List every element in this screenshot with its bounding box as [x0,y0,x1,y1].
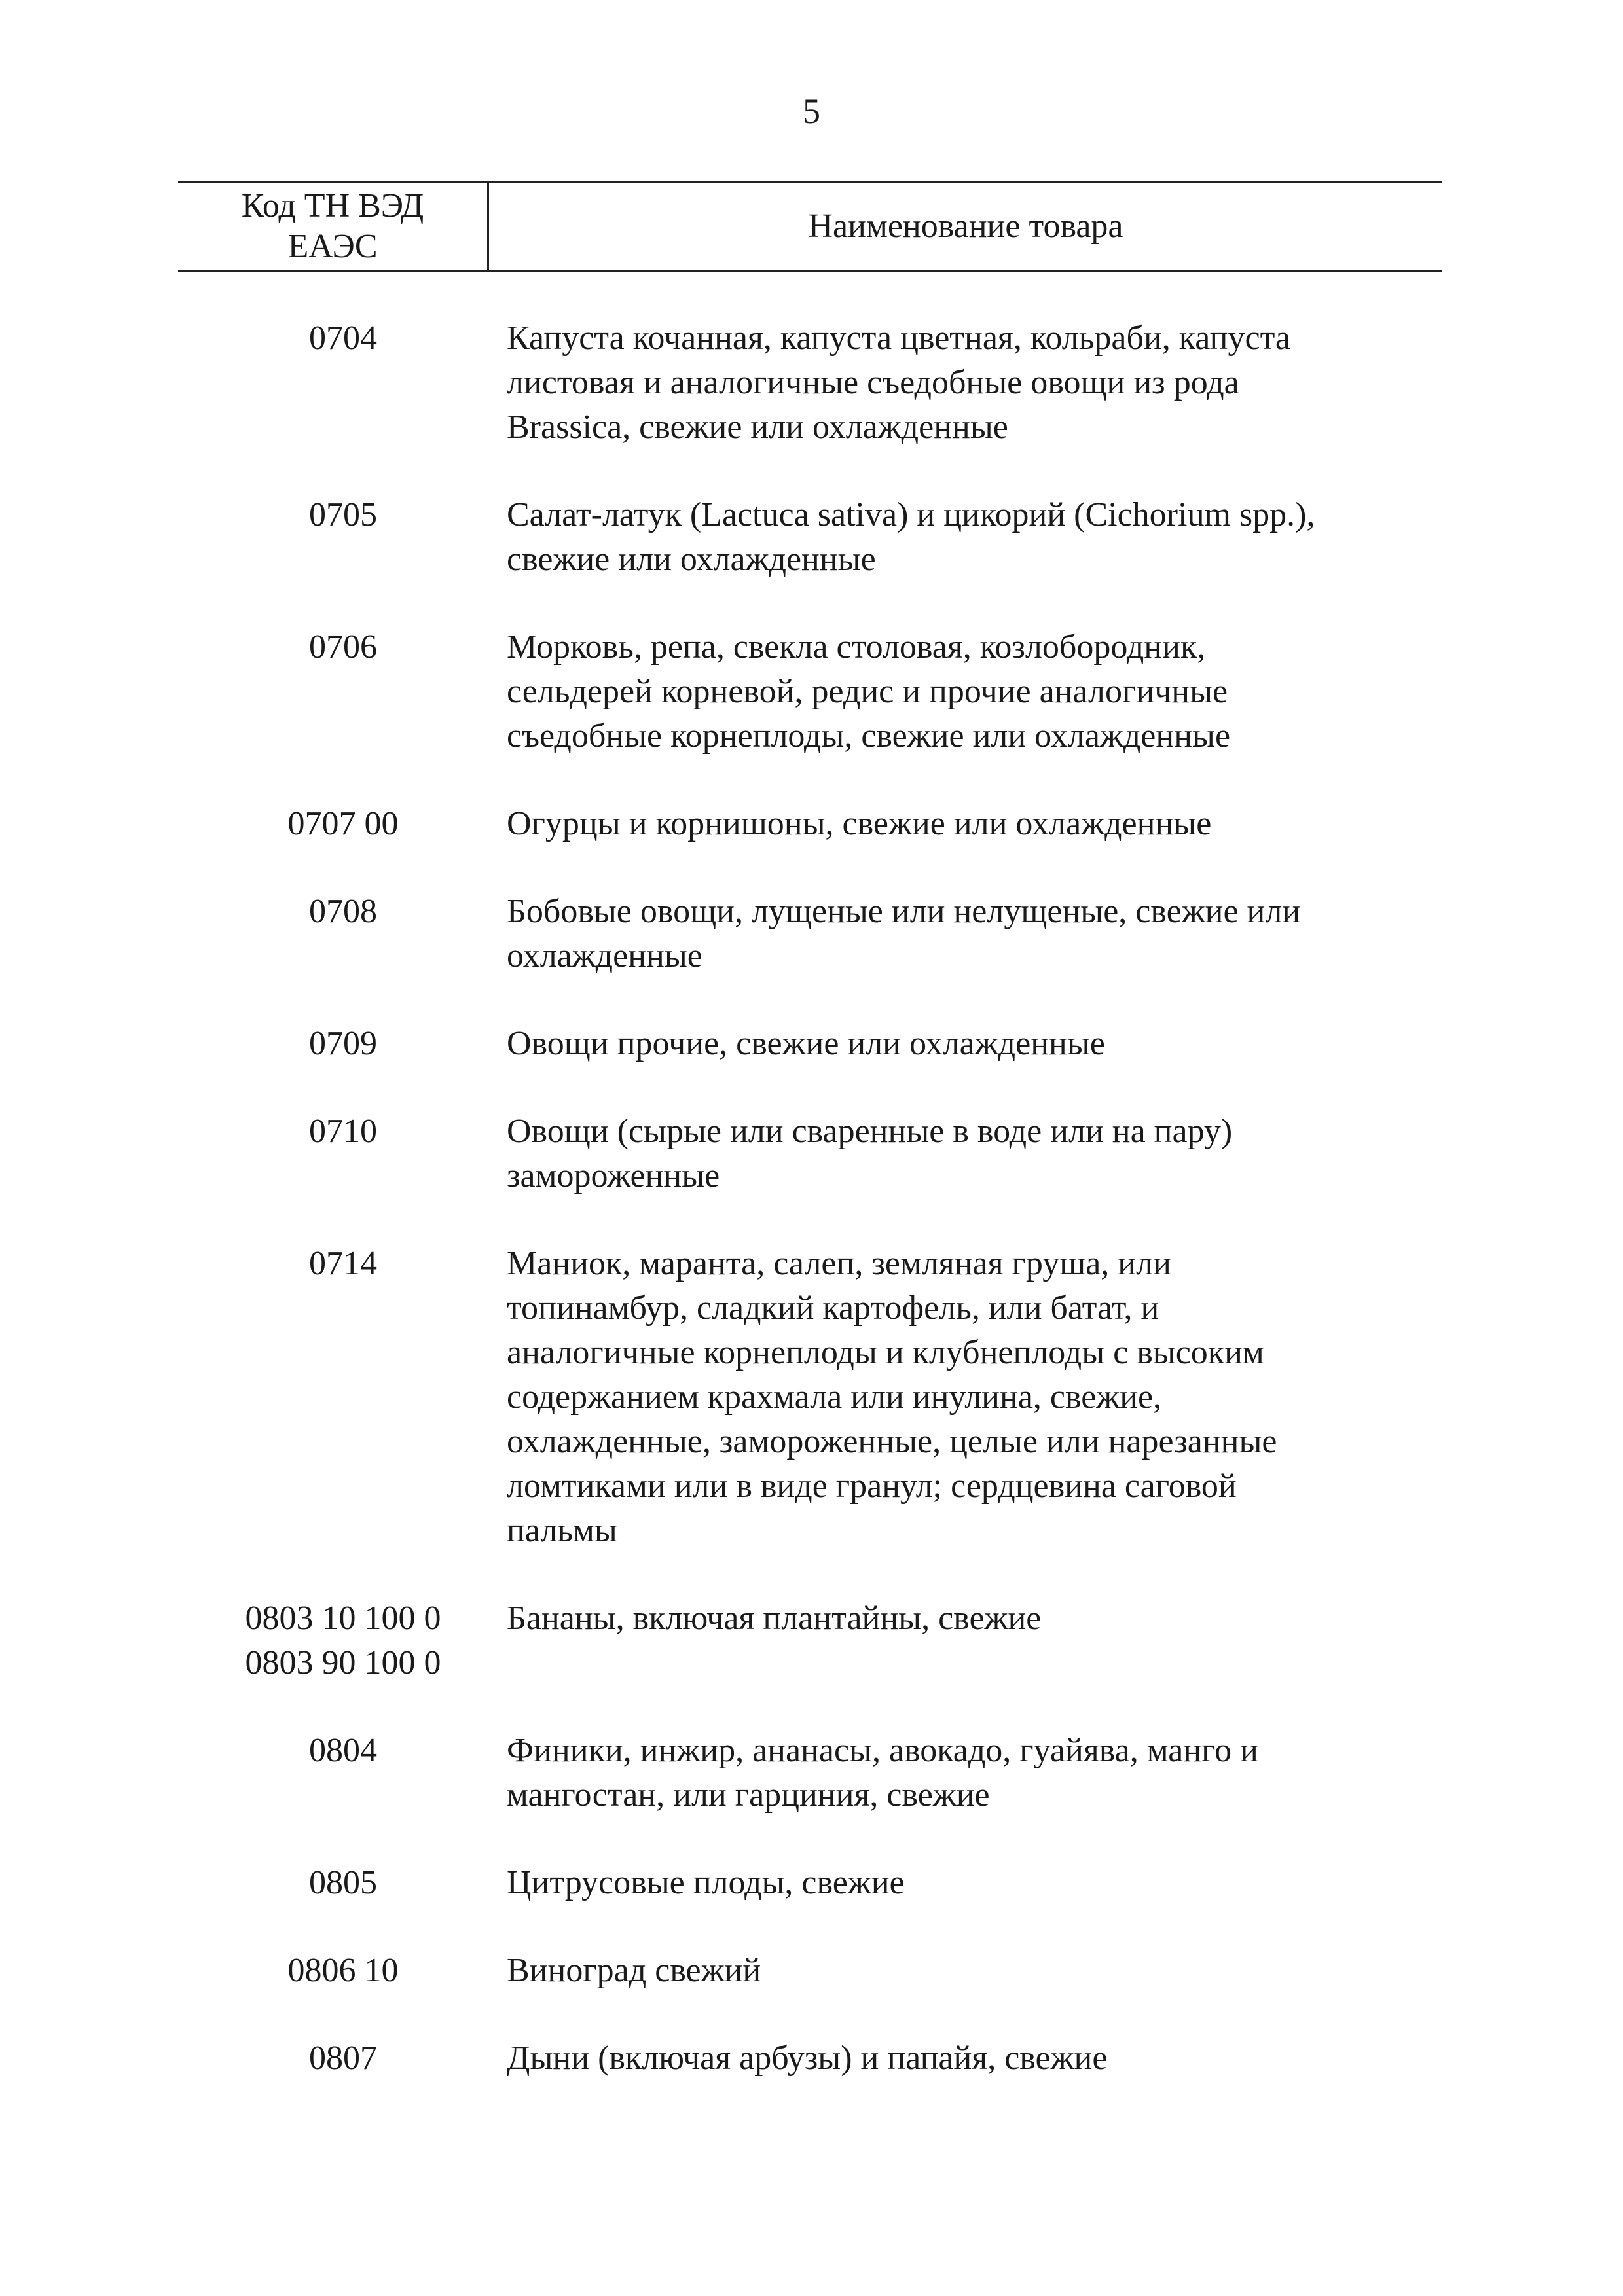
code-cell [186,1596,500,1685]
code-cell [186,2036,500,2081]
goods-table [178,181,1442,2077]
product-name-line: сельдерей корневой, редис и прочие аналогичные [507,673,1228,710]
product-name-line: замороженные [507,1157,720,1194]
tn-ved-code: 0707 00 [287,805,399,842]
code-cell [186,316,500,450]
product-name-line: Овощи прочие, свежие или охлажденные [507,1025,1105,1062]
code-cell [186,1948,500,1993]
product-name-cell [507,1948,1423,1993]
table-row [178,1022,1442,1066]
header-code-line2: ЕАЭС [287,228,378,265]
tn-ved-code: 0803 90 100 0 [245,1644,441,1681]
table-row [178,802,1442,846]
table-row [178,316,1442,450]
tn-ved-code: 0806 10 [287,1952,399,1989]
product-name-line: Маниок, маранта, салеп, земляная груша, или [507,1245,1171,1282]
table-row [178,493,1442,582]
product-name-line: Овощи (сырые или сваренные в воде или на пару) [507,1113,1233,1150]
product-name-cell [507,1109,1423,1198]
product-name-cell [507,802,1423,846]
product-name-line: Бананы, включая плантайны, свежие [507,1600,1042,1637]
product-name-line: Морковь, репа, свекла столовая, козлобородник, [507,628,1206,666]
product-name-line: Дыни (включая арбузы) и папайя, свежие [507,2039,1108,2077]
product-name-line: Бобовые овощи, лущеные или нелущеные, свежие или [507,893,1301,930]
code-cell [186,493,500,582]
header-name-column: Наименование товара [808,207,1123,245]
product-name-line: охлажденные [507,937,702,975]
product-name-cell [507,889,1423,978]
tn-ved-code: 0709 [309,1025,377,1062]
table-row [178,1861,1442,1905]
table-row [178,625,1442,759]
code-cell [186,1861,500,1905]
tn-ved-code: 0803 10 100 0 [245,1600,441,1637]
product-name-line: Салат-латук (Lactuca sativa) и цикорий (Cichorium spp.), [507,496,1315,533]
product-name-cell [507,1729,1423,1818]
tn-ved-code: 0804 [309,1732,377,1769]
product-name-line: Финики, инжир, ананасы, авокадо, гуайява, манго и [507,1732,1259,1769]
table-row [178,1596,1442,1685]
table-body [178,316,1442,2124]
product-name-cell [507,1242,1423,1553]
code-cell [186,625,500,759]
product-name-cell [507,1022,1423,1066]
table-row [178,2036,1442,2081]
code-cell [186,802,500,846]
product-name-cell [507,1596,1423,1685]
tn-ved-code: 0705 [309,496,377,533]
tn-ved-code: 0807 [309,2039,377,2077]
product-name-cell [507,2036,1423,2081]
tn-ved-code: 0704 [309,319,377,357]
table-row [178,1948,1442,1993]
product-name-line: Капуста кочанная, капуста цветная, кольраби, капуста [507,319,1291,357]
product-name-line: охлажденные, замороженные, целые или нарезанные [507,1423,1277,1460]
table-row [178,1729,1442,1818]
header-code-line1: Код ТН ВЭД [241,187,424,224]
product-name-line: мангостан, или гарциния, свежие [507,1776,990,1814]
code-cell [186,889,500,978]
product-name-line: Brassica, свежие или охлажденные [507,408,1008,446]
table-row [178,1242,1442,1553]
product-name-line: Виноград свежий [507,1952,761,1989]
product-name-line: пальмы [507,1512,617,1549]
tn-ved-code: 0708 [309,893,377,930]
table-header [178,181,1442,272]
table-row [178,889,1442,978]
product-name-cell [507,493,1423,582]
product-name-cell [507,625,1423,759]
tn-ved-code: 0706 [309,628,377,666]
code-cell [186,1729,500,1818]
header-code-column [178,183,487,270]
page-number: 5 [803,92,820,131]
product-name-line: съедобные корнеплоды, свежие или охлажденные [507,717,1231,755]
product-name-line: Огурцы и корнишоны, свежие или охлажденные [507,805,1212,842]
product-name-line: ломтиками или в виде гранул; сердцевина саговой [507,1467,1237,1505]
tn-ved-code: 0805 [309,1864,377,1901]
product-name-line: листовая и аналогичные съедобные овощи из рода [507,364,1239,401]
code-cell [186,1022,500,1066]
code-cell [186,1109,500,1198]
tn-ved-code: 0714 [309,1245,377,1282]
code-cell [186,1242,500,1553]
product-name-line: свежие или охлажденные [507,541,876,578]
tn-ved-code: 0710 [309,1113,377,1150]
product-name-cell [507,1861,1423,1905]
product-name-line: аналогичные корнеплоды и клубнеплоды с высоким [507,1334,1264,1371]
product-name-line: содержанием крахмала или инулина, свежие, [507,1378,1162,1416]
table-row [178,1109,1442,1198]
product-name-cell [507,316,1423,450]
product-name-line: Цитрусовые плоды, свежие [507,1864,905,1901]
product-name-line: топинамбур, сладкий картофель, или батат, и [507,1289,1159,1327]
